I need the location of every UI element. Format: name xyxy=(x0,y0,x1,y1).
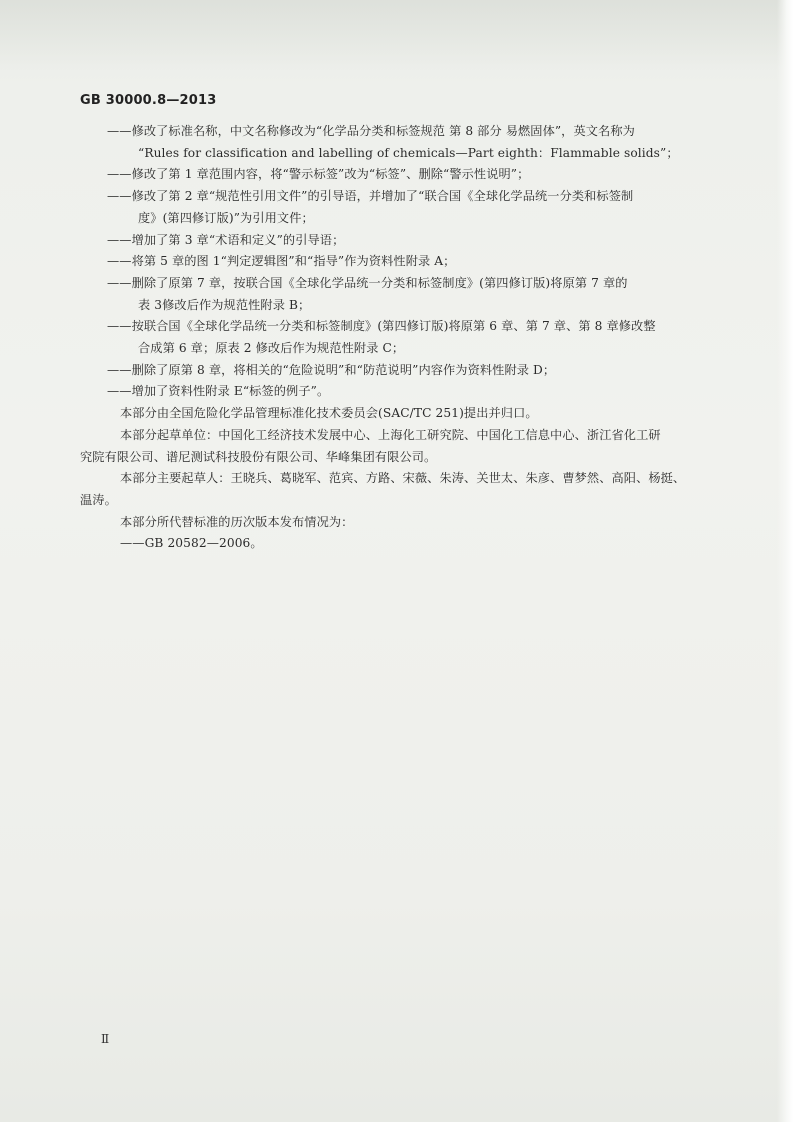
text-line: ——修改了第 2 章“规范性引用文件”的引导语，并增加了“联合国《全球化学品统一分类和标签制 xyxy=(107,189,634,204)
text-line: ——删除了原第 8 章，将相关的“危险说明”和“防范说明”内容作为资料性附录 D； xyxy=(107,362,556,377)
text-line: 温涛。 xyxy=(80,492,117,507)
text-line: ——GB 20582—2006。 xyxy=(120,536,263,551)
foreword-body xyxy=(80,121,712,555)
text-line: 本部分由全国危险化学品管理标准化技术委员会(SAC/TC 251)提出并归口。 xyxy=(120,406,538,421)
text-line: 本部分所代替标准的历次版本发布情况为： xyxy=(120,514,354,529)
text-line: ——修改了第 1 章范围内容，将“警示标签”改为“标签”、删除“警示性说明”； xyxy=(107,167,530,182)
text-line: 究院有限公司、谱尼测试科技股份有限公司、华峰集团有限公司。 xyxy=(80,449,437,464)
text-line: ——按联合国《全球化学品统一分类和标签制度》(第四修订版)将原第 6 章、第 7 章、第 8 章修改整 xyxy=(107,319,656,334)
text-line: ——修改了标准名称，中文名称修改为“化学品分类和标签规范 第 8 部分 易燃固体”，英文名称为 xyxy=(107,124,635,138)
text-line: ——删除了原第 7 章，按联合国《全球化学品统一分类和标签制度》(第四修订版)将原第 7 章的 xyxy=(107,275,628,290)
text-line: ——将第 5 章的图 1“判定逻辑图”和“指导”作为资料性附录 A； xyxy=(107,254,456,269)
text-line: 本部分主要起草人：王晓兵、葛晓军、范宾、方路、宋薇、朱涛、关世太、朱彦、曹梦然、高阳、杨挺、 xyxy=(120,471,686,486)
scan-shade xyxy=(0,0,793,70)
page-number: Ⅱ xyxy=(101,1032,110,1046)
text-line: “Rules for classification and labelling of chemicals—Part eighth：Flammable solids”； xyxy=(138,145,679,160)
text-line: 表 3修改后作为规范性附录 B； xyxy=(138,297,311,312)
standard-number-header: GB 30000.8—2013 xyxy=(80,93,217,108)
text-line: ——增加了资料性附录 E“标签的例子”。 xyxy=(107,384,330,399)
text-line: ——增加了第 3 章“术语和定义”的引导语； xyxy=(107,232,345,247)
page-edge xyxy=(777,0,793,1122)
text-line: 度》(第四修订版)”为引用文件； xyxy=(138,210,314,225)
text-line: 合成第 6 章；原表 2 修改后作为规范性附录 C； xyxy=(138,341,405,356)
text-line: 本部分起草单位：中国化工经济技术发展中心、上海化工研究院、中国化工信息中心、浙江省化工研 xyxy=(120,427,661,442)
